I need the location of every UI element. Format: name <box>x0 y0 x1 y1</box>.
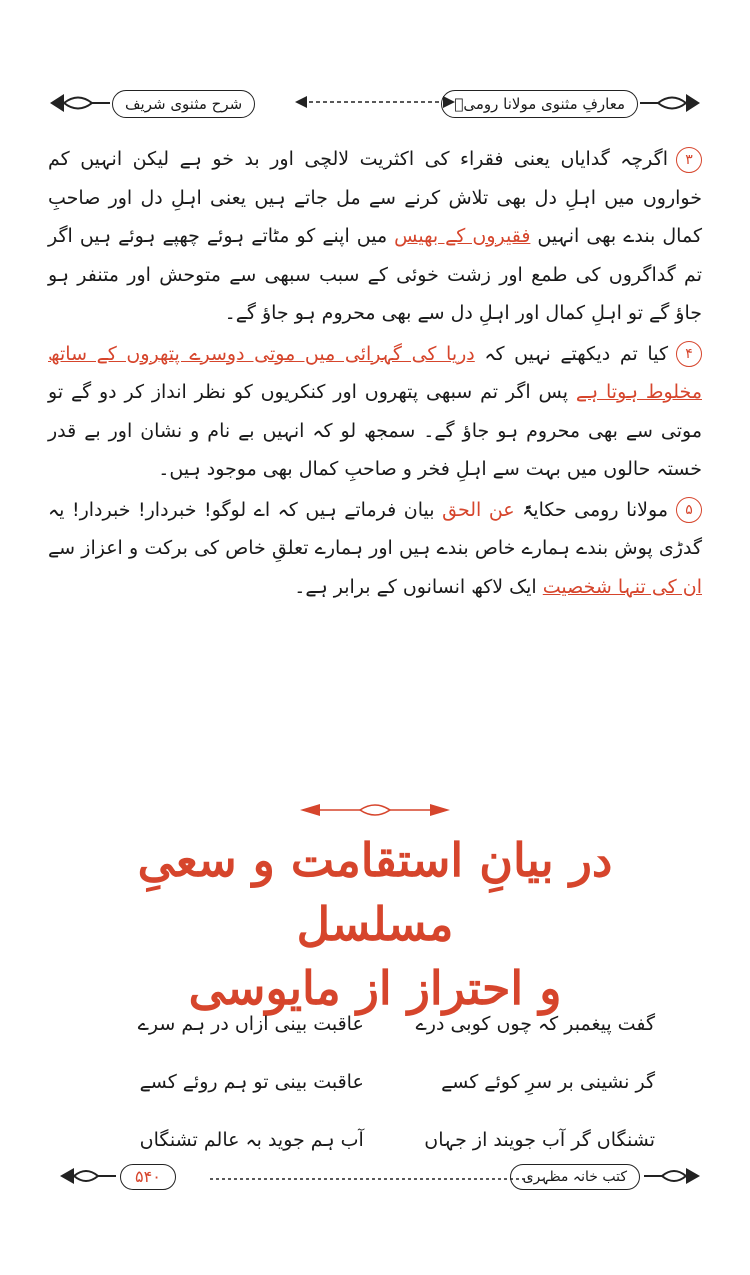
paragraph-text: اگرچہ گدایاں یعنی فقراء کی اکثریت لالچی اور بد خو ہے لیکن انہیں کم خواروں میں اہلِ دل بھی تلاش کرنے سے مل جاتے ہیں یعنی اہلِ دل اور صاحبِ کمال بندے بھی انہیں <box>48 148 702 247</box>
footer-divider-icon <box>210 1174 530 1184</box>
highlight-text: ان کی تنہا شخصیت <box>542 575 702 598</box>
verse-hemistich: گر نشینی بر سرِ کوئے کسے <box>441 1071 655 1093</box>
persian-verses <box>95 995 655 1169</box>
paragraph-number: ۴ <box>676 341 702 367</box>
verse-hemistich: تشنگاں گر آب جویند از جہاں <box>424 1129 655 1151</box>
paragraph-text: کیا تم دیکھتے نہیں کہ <box>474 342 668 365</box>
page-footer <box>60 1160 700 1196</box>
verse-hemistich: گفت پیغمبر کہ چوں کوبی درے <box>415 1013 655 1035</box>
section-divider-icon <box>300 800 450 820</box>
section-title-line-1: در بیانِ استقامت و سعیِ مسلسل <box>137 833 613 951</box>
section-title <box>100 828 650 1020</box>
publisher-name: کتب خانہ مظہری <box>510 1164 640 1190</box>
ornament-left-icon <box>60 1166 116 1186</box>
verse-hemistich: عاقبت بینی ازاں در ہم سرے <box>137 1013 364 1035</box>
page-number: ۵۴۰ <box>120 1164 176 1190</box>
ornament-left-icon <box>50 92 110 114</box>
verse-hemistich: آب ہم جوید بہ عالم تشنگاں <box>139 1129 364 1151</box>
highlight-text: فقیروں کے بھیس <box>394 225 531 247</box>
section-title-line-2: و احتراز از مایوسی <box>188 961 562 1015</box>
paragraph-text: مولانا رومی حکایۃً <box>514 498 668 521</box>
series-title: شرح مثنوی شریف <box>112 90 255 118</box>
paragraph-text: ایک لاکھ انسانوں کے برابر ہے۔ <box>294 575 543 598</box>
main-text <box>48 140 702 608</box>
paragraph-5 <box>48 491 702 607</box>
highlight-text: دریا کی گہرائی میں موتی دوسرے پتھروں کے ساتھ مخلوط ہوتا ہے <box>48 342 702 403</box>
paragraph-text: پس اگر تم سبھی پتھروں اور کنکریوں کو نظر انداز کر دو گے تو موتی سے بھی محروم ہو جاؤ گے۔ سمجھ لو کہ انہیں بے نام و نشان اور بے قدر خستہ حالوں میں بہت سے اہلِ فخر و صاحبِ کمال بھی موجود ہیں۔ <box>48 381 702 480</box>
paragraph-text: میں اپنے کو مٹاتے ہوئے چھپے ہوئے ہیں اگر تم گداگروں کی طمع اور زشت خوئی کے سبب سبھی سے متوحش اور متنفر ہو جاؤ گے تو اہلِ کمال اور اہلِ دل سے بھی محروم ہو جاؤ گے۔ <box>48 225 702 324</box>
verse-couplet <box>95 995 655 1053</box>
header-divider-icon <box>295 94 455 110</box>
verse-couplet <box>95 1053 655 1111</box>
paragraph-text: بیان فرماتے ہیں کہ اے لوگو! خبردار! خبردار! یہ گدڑی پوش بندے ہمارے خاص بندے ہیں اور ہمارے تعلقِ خاص کی برکت و اعزاز سے <box>48 498 702 559</box>
highlight-text: عن الحق <box>442 498 515 521</box>
book-title: معارفِ مثنوی مولانا رومیؒ <box>441 90 638 118</box>
paragraph-number: ۵ <box>676 497 702 523</box>
paragraph-4 <box>48 335 702 489</box>
verse-hemistich: عاقبت بینی تو ہم روئے کسے <box>139 1071 364 1093</box>
ornament-right-icon <box>644 1166 700 1186</box>
page-header <box>50 88 700 122</box>
paragraph-3 <box>48 140 702 333</box>
ornament-right-icon <box>640 92 700 114</box>
paragraph-number: ۳ <box>676 147 702 173</box>
